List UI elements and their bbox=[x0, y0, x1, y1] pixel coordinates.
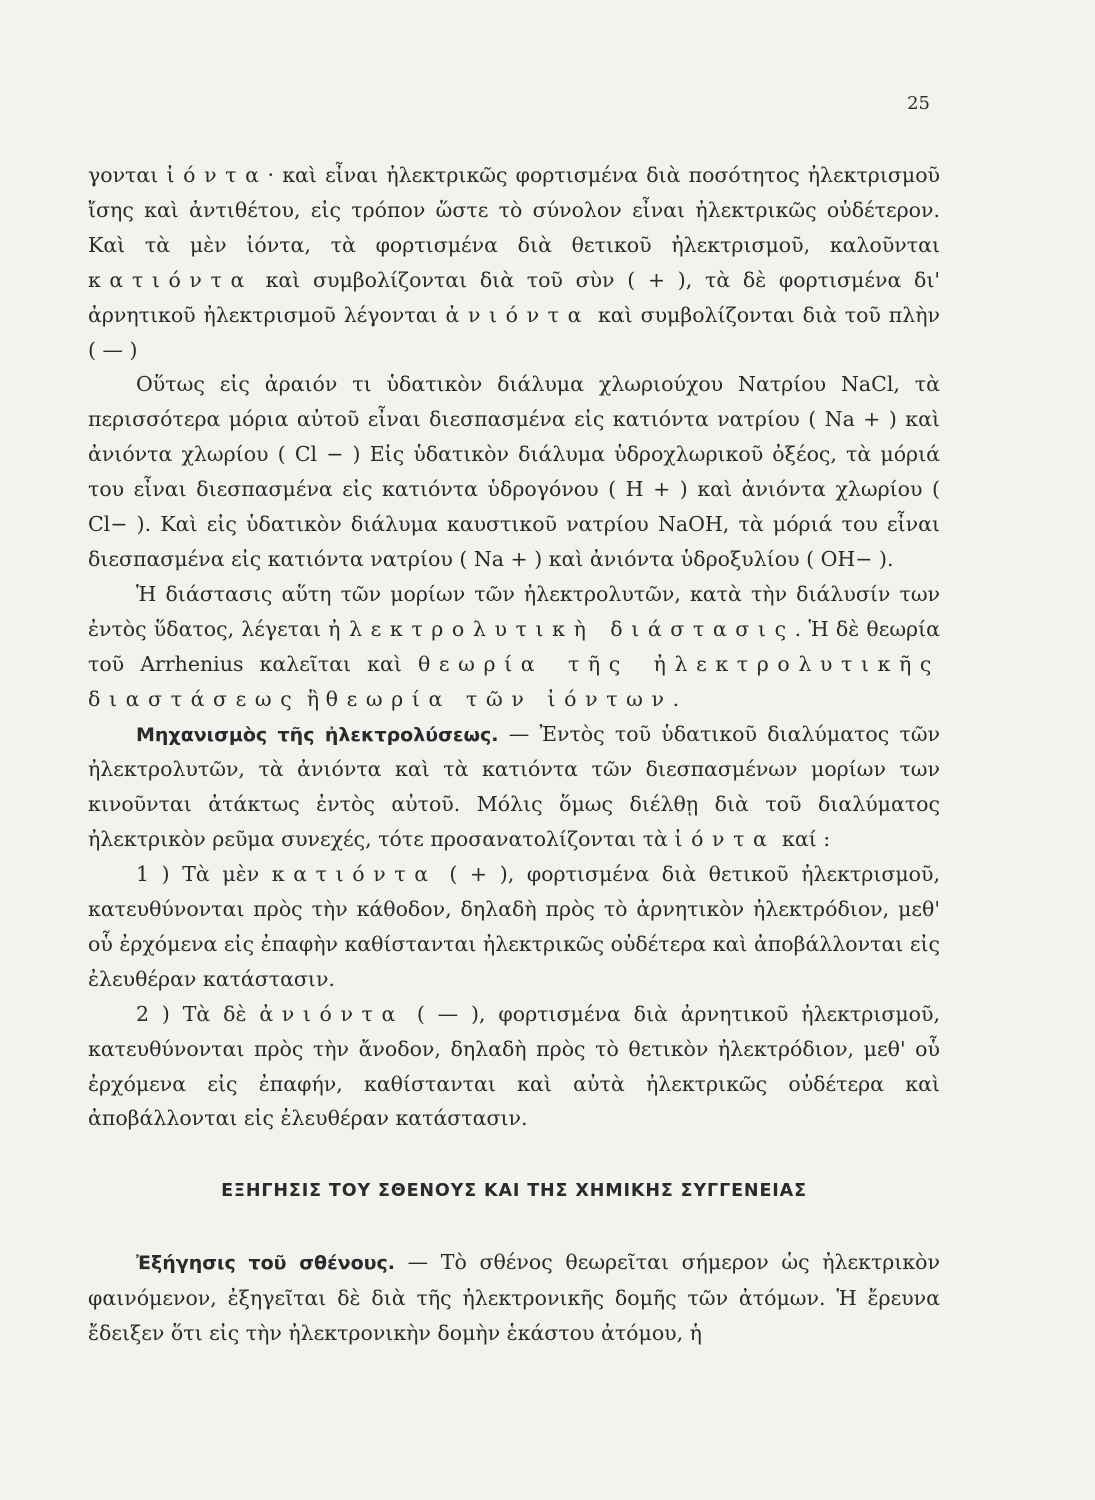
paragraph-dissociation bbox=[88, 577, 940, 717]
text-run: 1 ) Τὰ μὲν bbox=[136, 862, 272, 887]
spaced-term: θεωρία τῶν ἰόντων bbox=[325, 686, 673, 711]
body-text bbox=[88, 158, 940, 1351]
spaced-term: ἠλεκτρολυτικὴ διάστασις bbox=[328, 616, 795, 641]
spaced-term: θεωρία τῆς ἠλεκτρολυτικῆς διαστάσεως bbox=[88, 651, 940, 711]
run-in-heading: Μηχανισμὸς τῆς ἠλεκτρολύσεως. bbox=[136, 723, 499, 746]
list-item-cations bbox=[88, 857, 940, 997]
text-run: ( — ), φορτισμένα διὰ ἀρνητικοῦ ἠλεκτρισμοῦ, κατευθύνονται πρὸς τὴν ἄνοδον, δηλαδὴ πρὸς τὸ θετικὸν ἠλεκτρόδιον, μεθ' οὗ ἐρχόμενα εἰς ἐπαφήν, καθίστανται καὶ αὐτὰ ἠλεκτρικῶς οὐδέτερα καὶ ἀποβάλλονται εἰς ἐλευθέραν κατάστασιν. bbox=[88, 1001, 940, 1131]
spaced-term: ἰόντα bbox=[166, 163, 268, 187]
page-number: 25 bbox=[907, 93, 930, 114]
text-run: ἢ bbox=[300, 686, 326, 711]
paragraph-ions-intro bbox=[88, 158, 940, 367]
run-in-heading: Ἐξήγησις τοῦ σθένους. bbox=[136, 1252, 395, 1275]
paragraph-electrolysis-mechanism bbox=[88, 717, 940, 858]
text-run: 2 ) Τὰ δὲ bbox=[136, 1001, 260, 1026]
text-run: . bbox=[672, 686, 680, 711]
text-run: Οὕτως εἰς ἀραιόν τι ὑδατικὸν διάλυμα χλωριούχου Νατρίου NaCl, τὰ περισσότερα μόρια αὐτοῦ εἶναι διεσπασμένα εἰς κατιόντα νατρίου ( Na + ) καὶ ἀνιόντα χλωρίου ( Cl − ) Εἰς ὑδατικὸν διάλυμα ὑδροχλωρικοῦ ὀξέος, τὰ μόριά του εἶναι διεσπασμένα εἰς κατιόντα ὑδρογόνου ( H + ) καὶ ἀνιόντα χλωρίου ( Cl− ). Καὶ εἰς ὑδατικὸν διάλυμα καυστικοῦ νατρίου NaOH, τὰ μόριά του εἶναι διεσπασμένα εἰς κατιόντα νατρίου ( Na + ) καὶ ἀνιόντα ὑδροξυλίου ( OH− ). bbox=[88, 372, 940, 571]
text-run: Ἡ διάστασις αὕτη τῶν μορίων τῶν ἠλεκτρολυτῶν, κατὰ τὴν διάλυσίν των ἐντὸς ὕδατος, λέγεται bbox=[88, 581, 940, 641]
text-run: · καὶ εἶναι ἠλεκτρικῶς φορτισμένα διὰ ποσότητος ἠλεκτρισμοῦ ἴσης καὶ ἀντιθέτου, εἰς τρόπον ὥστε τὸ σύνολον εἶναι ἠλεκτρικῶς οὐδέτερον. Καὶ τὰ μὲν ἰόντα, τὰ φορτισμένα διὰ θετικοῦ ἠλεκτρισμοῦ, καλοῦνται bbox=[88, 163, 941, 257]
spaced-term: ἰόντα bbox=[674, 827, 776, 852]
text-run: καὶ συμβολίζονται διὰ τοῦ σὺν ( + ), τὰ δὲ φορτισμένα δι' ἀρνητικοῦ ἠλεκτρισμοῦ λέγονται bbox=[88, 267, 940, 327]
list-item-anions bbox=[88, 997, 940, 1137]
spaced-term: κατιόντα bbox=[88, 267, 253, 292]
paragraph-valence bbox=[88, 1245, 940, 1351]
paragraph-examples bbox=[88, 367, 940, 576]
text-run: ( + ), φορτισμένα διὰ θετικοῦ ἠλεκτρισμοῦ, κατευθύνονται πρὸς τὴν κάθοδον, δηλαδὴ πρὸς τὸ ἀρνητικὸν ἠλεκτρόδιον, μεθ' οὗ ἐρχόμενα εἰς ἐπαφὴν καθίστανται ἠλεκτρικῶς οὐδέτερα καὶ ἀποβάλλονται εἰς ἐλευθέραν κατάστασιν. bbox=[88, 862, 940, 991]
text-run: γονται bbox=[88, 163, 167, 187]
text-run: — Ἐντὸς τοῦ ὑδατικοῦ διαλύματος τῶν ἠλεκτρολυτῶν, τὰ ἀνιόντα καὶ τὰ κατιόντα τῶν διεσπασμένων μορίων των κινοῦνται ἀτάκτως ἐντὸς αὐτοῦ. Μόλις ὅμως διέλθῃ διὰ τοῦ διαλύματος ἠλεκτρικὸν ρεῦμα συνεχές, τότε προσανατολίζονται τὰ bbox=[88, 721, 941, 852]
text-run: καί : bbox=[775, 827, 831, 852]
section-heading: ΕΞΗΓΗΣΙΣ ΤΟΥ ΣΘΕΝΟΥΣ ΚΑΙ ΤΗΣ ΧΗΜΙΚΗΣ ΣΥΓΓΕΝΕΙΑΣ bbox=[221, 1181, 807, 1202]
spaced-term: ἀνιόντα bbox=[259, 1001, 404, 1026]
spaced-term: ἀνιόντα bbox=[445, 302, 591, 327]
text-run: — Τὸ σθένος θεωρεῖται σήμερον ὡς ἠλεκτρικὸν φαινόμενον, ἐξηγεῖται δὲ διὰ τῆς ἠλεκτρονικῆς δομῆς τῶν ἀτόμων. Ἡ ἔρευνα ἔδειξεν ὅτι εἰς τὴν ἠλεκτρονικὴν δομὴν ἑκάστου ἀτόμου, ἡ bbox=[88, 1250, 940, 1346]
text-run: καὶ συμβολίζονται διὰ τοῦ πλὴν ( — ) bbox=[88, 302, 940, 362]
text-run: . Ἡ δὲ θεωρία τοῦ Arrhenius καλεῖται καὶ bbox=[88, 616, 940, 676]
spaced-term: κατιόντα bbox=[271, 862, 437, 887]
